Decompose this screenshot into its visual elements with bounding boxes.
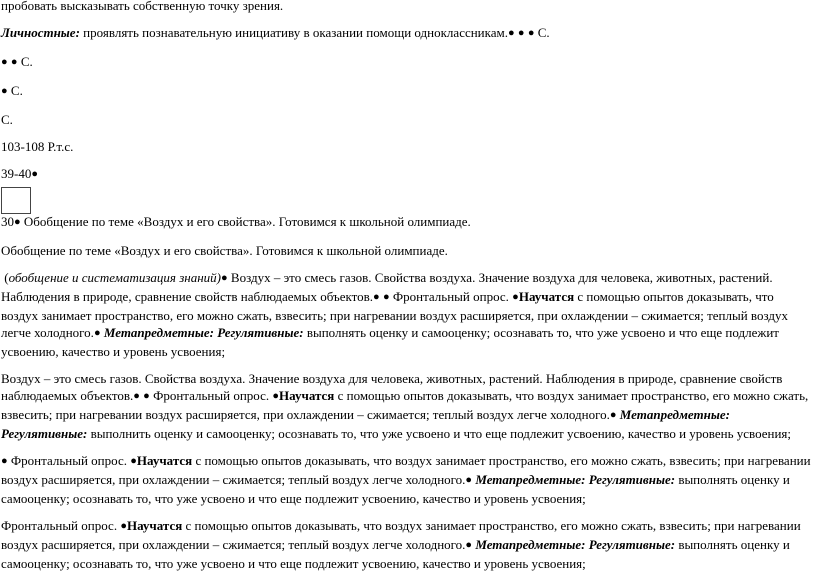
bullet: ● [508, 27, 515, 39]
meta-text: выполнять оценку и самооценку; осознавать то, что уже усвоено и что еще подлежит усвоению, качество и уровень усвоения; [1, 537, 790, 571]
paragraph-2 [0, 370, 814, 442]
paragraph-1 [0, 269, 814, 360]
bullet: ● [120, 520, 127, 532]
learn-label: Научатся [279, 388, 335, 403]
lesson-type: обобщение и систематизация знаний) [8, 270, 222, 285]
bullet: ● [14, 216, 21, 228]
line-range [0, 165, 814, 184]
bullet: ● [10, 56, 18, 68]
learn-label: Научатся [136, 453, 193, 468]
outcome-text: с помощью опытов доказывать, что воздух занимает пространство, его можно сжать, взвесить; при нагревании воздух расширяется, при охлаждении – сжимается; теплый воздух легче холодного. [1, 518, 801, 552]
line-lesson-30 [0, 213, 814, 232]
bullet: ● [512, 291, 519, 303]
lesson-title: Обобщение по теме «Воздух и его свойства». Готовимся к школьной олимпиаде. [20, 214, 471, 229]
c-text: С. [7, 83, 23, 98]
bullet: ● [517, 27, 525, 39]
paragraph-4 [0, 517, 814, 572]
learn-label: Научатся [518, 289, 575, 304]
line-c4: С. [1, 112, 13, 127]
form-text: Фронтальный опрос. [1, 518, 121, 533]
meta-label: Метапредметные: Регулятивные: [475, 472, 676, 487]
c-text: С. [17, 54, 33, 69]
outcome-text: с помощью опытов доказывать, что воздух занимает пространство, его можно сжать, взвесить; при нагревании воздух расширяется, при охлаждении – сжимается; теплый воздух легче холодного. [1, 388, 809, 422]
line-c3 [0, 82, 814, 101]
personal-label: Личностные: [1, 25, 80, 40]
bullet: ● [31, 168, 38, 180]
outcome-text: с помощью опытов доказывать, что воздух занимает пространство, его можно сжать, взвесить; при нагревании воздух расширяется, при охлаждении – сжимается; теплый воздух легче холодного. [1, 289, 788, 340]
line-personal [0, 24, 814, 43]
learn-label: Научатся [126, 518, 183, 533]
content-text: Воздух – это смесь газов. Свойства воздуха. Значение воздуха для человека, животных, растений. Наблюдения в природе, сравнение свойств наблюдаемых объектов. [1, 270, 773, 304]
bullet: ● [1, 56, 8, 68]
personal-tail: С. [534, 25, 550, 40]
content-text: Воздух – это смесь газов. Свойства воздуха. Значение воздуха для человека, животных, растений. Наблюдения в природе, сравнение свойств наблюдаемых объектов. [1, 371, 783, 403]
line-lesson-title: Обобщение по теме «Воздух и его свойства». Готовимся к школьной олимпиаде. [1, 243, 448, 258]
line-opinion: пробовать высказывать собственную точку зрения. [1, 0, 284, 13]
line-c2 [0, 53, 814, 72]
paragraph-3 [0, 452, 814, 507]
form-text: Фронтальный опрос. [7, 453, 131, 468]
bullet: ● [382, 291, 390, 303]
empty-box [1, 187, 31, 214]
bullet: ● [609, 409, 617, 421]
bullet: ● [465, 539, 473, 551]
form-text: Фронтальный опрос. [149, 388, 273, 403]
meta-label: Метапредметные: Регулятивные: [475, 537, 676, 552]
bullet: ● [527, 27, 535, 39]
bullet: ● [272, 390, 280, 402]
bullet: ● [143, 390, 150, 402]
meta-text: выполнить оценку и самооценку; осознавать то, что уже усвоено и что еще подлежит усвоению, качество и уровень усвоения; [87, 426, 792, 441]
meta-text: выполнять оценку и самооценку; осознавать то, что уже усвоено и что еще подлежит усвоению, качество и уровень усвоения; [1, 472, 790, 506]
bullet: ● [221, 272, 228, 284]
meta-text: выполнять оценку и самооценку; осознавать то, что уже усвоено и что еще подлежит усвоению, качество и уровень усвоения; [1, 325, 779, 359]
bullet: ● [133, 390, 140, 402]
bullet: ● [1, 85, 8, 97]
meta-label: Метапредметные: Регулятивные: [1, 407, 730, 441]
personal-text: проявлять познавательную инициативу в оказании помощи одноклассникам. [79, 25, 509, 40]
bullet: ● [93, 327, 101, 339]
range-text: 39-40 [1, 166, 32, 181]
line-pages: 103-108 Р.т.с. [1, 139, 74, 154]
bullet: ● [373, 291, 380, 303]
paren: ( [4, 270, 9, 285]
bullet: ● [465, 474, 473, 486]
outcome-text: с помощью опытов доказывать, что воздух занимает пространство, его можно сжать, взвесить; при нагревании воздух расширяется, при охлаждении – сжимается; теплый воздух легче холодного. [1, 453, 811, 487]
form-text: Фронтальный опрос. [389, 289, 513, 304]
bullet: ● [1, 455, 8, 467]
bullet: ● [130, 455, 137, 467]
meta-label: Метапредметные: Регулятивные: [103, 325, 304, 340]
lesson-number: 30 [1, 214, 14, 229]
